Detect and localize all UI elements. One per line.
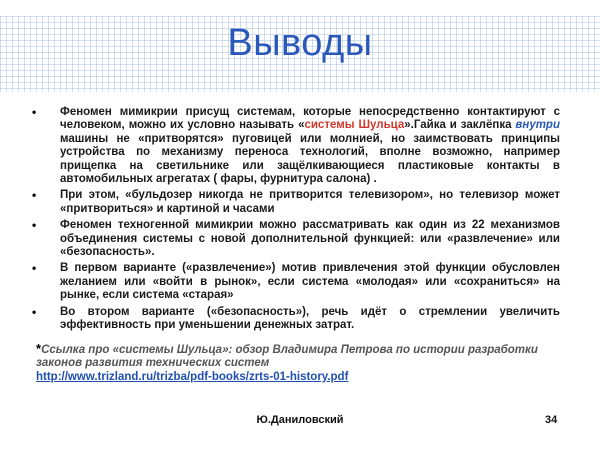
bullet-text: Во втором варианте («безопасность»), речь идёт о стремлении увеличить эффективность при уменьшении денежных затрат. (60, 305, 560, 332)
highlight-inside: внутри (515, 119, 560, 132)
bullet-dot-icon: • (32, 188, 37, 203)
bullet-item (30, 189, 560, 216)
highlight-schultz-systems: системы Шульца (304, 119, 405, 132)
footer-author: Ю.Даниловский (256, 414, 344, 426)
bullet-text: В первом варианте («развлечение») мотив привлечения этой функции обусловлен желанием или «войти в рынок», если система «молодая» или «сохраниться» на рынке, если система «старая» (60, 262, 560, 302)
footnote-star: * (36, 341, 42, 356)
slide-title: Выводы (227, 22, 373, 64)
bullet-item (30, 262, 560, 302)
bullet-item (30, 306, 560, 333)
bullet-dot-icon: • (32, 304, 37, 319)
bullet-item (30, 106, 560, 186)
footnote-text: Ссылка про «системы Шульца»: обзор Владимира Петрова по истории разработки законов развития технических систем (36, 344, 538, 370)
footnote (36, 342, 556, 384)
footnote-link[interactable]: http://www.trizland.ru/trizba/pdf-books/zrts-01-history.pdf (36, 370, 349, 383)
bullet-dot-icon: • (32, 261, 37, 276)
page-number: 34 (545, 414, 558, 426)
bullet-list (30, 106, 560, 336)
bullet-dot-icon: • (32, 218, 37, 233)
bullet-text: Феномен мимикрии присущ системам, которые непосредственно контактируют с человеком, можно их условно называть « (60, 106, 560, 132)
bullet-dot-icon: • (32, 105, 37, 119)
bullet-item (30, 219, 560, 259)
bullet-text: При этом, «бульдозер никогда не притворится телевизором», но телевизор может «притвориться» и картиной и часами (60, 189, 560, 215)
bullet-text: ».Гайка и заклёпка (404, 119, 516, 132)
bullet-text: машины не «притворятся» пуговицей или молнией, но заимствовать принципы устройства по механизму переноса технологий, вполне возможно, например прищепка на светильнике или защёлкивающиеся пластиковые контакты в автомобильных агрегатах ( фары, фурнитура салона) . (60, 132, 560, 186)
bullet-text: Феномен техногенной мимикрии можно рассматривать как один из 22 механизмов объединения системы с новой дополнительной функцией: или «развлечение» или «безопасность». (60, 219, 560, 259)
